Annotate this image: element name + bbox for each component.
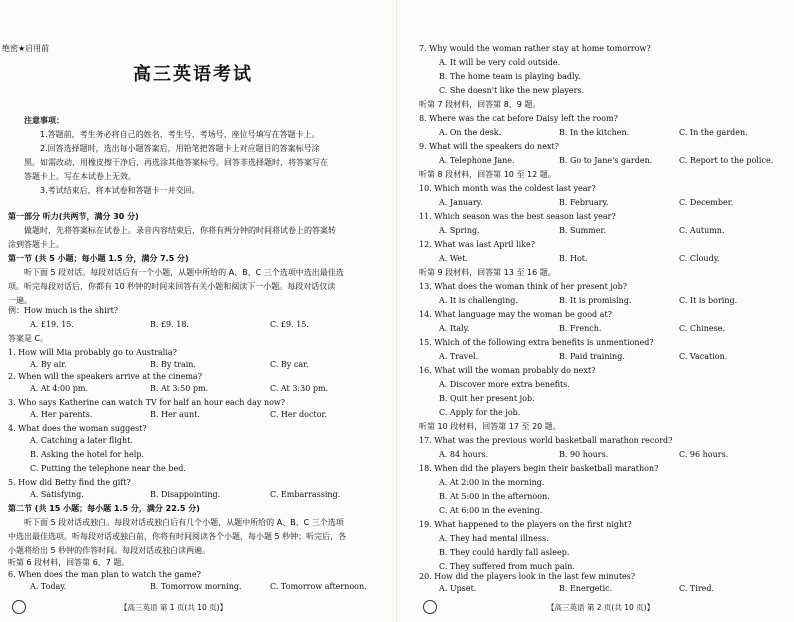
option-text: C. Vacation.: [679, 352, 728, 361]
section1-instruction: 一遍。: [8, 296, 32, 305]
question-text: 15. Which of the following extra benefits is unmentioned?: [419, 338, 654, 347]
option-text: C. Cloudy.: [679, 254, 720, 263]
option-text: B. Asking the hotel for help.: [30, 450, 144, 459]
question-text: 9. What will the speakers do next?: [419, 142, 559, 151]
question-text: 2. When will the speakers arrive at the cinema?: [8, 372, 202, 381]
material-label: 听第 7 段材料，回答第 8、9 题。: [419, 100, 541, 109]
part1-instruction: 涂到答题卡上。: [8, 240, 64, 249]
example-option: C. £9. 15.: [270, 320, 309, 329]
option-text: C. By car.: [270, 360, 309, 369]
option-text: B. February.: [559, 198, 609, 207]
option-text: C. Tomorrow afternoon.: [270, 582, 367, 591]
example-option: A. £19. 15.: [30, 320, 74, 329]
note-line: 3.考试结束后，将本试卷和答题卡一并交回。: [40, 186, 200, 195]
confidential-label: 绝密★启用前: [2, 44, 50, 53]
option-text: A. It is challenging.: [439, 296, 518, 305]
question-text: 4. What does the woman suggest?: [8, 424, 147, 433]
question-text: 16. What will the woman probably do next?: [419, 366, 596, 375]
option-text: A. January.: [439, 198, 483, 207]
option-text: C. At 6:00 in the evening.: [439, 506, 543, 515]
page-2: [397, 0, 794, 622]
option-text: A. Discover more extra benefits.: [439, 380, 570, 389]
example-question: 例：How much is the shirt?: [8, 306, 119, 315]
option-text: A. By air.: [30, 360, 67, 369]
option-text: A. At 4:00 pm.: [30, 384, 89, 393]
question-text: 1. How will Mia probably go to Australia?: [8, 348, 177, 357]
publisher-logo-icon: [12, 600, 26, 614]
option-text: A. Upset.: [439, 584, 477, 593]
option-text: A. Wet.: [439, 254, 468, 263]
section2-instruction: 听下面 5 段对话或独白。每段对话或独白后有几个小题，从题中所给的 A、B、C 三个选项: [24, 518, 344, 527]
question-text: 8. Where was the cat before Daisy left the room?: [419, 114, 618, 123]
page-footer: 【高三英语 第 1 页(共 10 页)】: [120, 603, 228, 612]
option-text: A. They had mental illness.: [439, 534, 549, 543]
question-text: 14. What language may the woman be good at?: [419, 310, 612, 319]
option-text: A. Spring.: [439, 226, 480, 235]
note-line: 答题卡上。写在本试卷上无效。: [24, 172, 136, 181]
option-text: B. The home team is playing badly.: [439, 72, 581, 81]
option-text: B. In the kitchen.: [559, 128, 630, 137]
option-text: B. Tomorrow morning.: [150, 582, 242, 591]
option-text: A. Travel.: [439, 352, 479, 361]
option-text: C. Report to the police.: [679, 156, 774, 165]
option-text: A. Telephone Jane.: [439, 156, 515, 165]
note-line: 2.回答选择题时，选出每小题答案后，用铅笔把答题卡上对应题目的答案标号涂: [40, 144, 320, 153]
option-text: A. It will be very cold outside.: [439, 58, 561, 67]
question-text: 13. What does the woman think of her present job?: [419, 282, 628, 291]
option-text: A. Her parents.: [30, 410, 93, 419]
option-text: B. Paid training.: [559, 352, 625, 361]
option-text: C. It is boring.: [679, 296, 738, 305]
section1-heading: 第一节 (共 5 小题；每小题 1.5 分，满分 7.5 分): [8, 254, 189, 263]
option-text: C. She doesn't like the new players.: [439, 86, 585, 95]
option-text: B. Quit her present job.: [439, 394, 535, 403]
section1-instruction: 听下面 5 段对话。每段对话后有一个小题，从题中所给的 A、B、C 三个选项中选出最佳选: [24, 268, 344, 277]
page-footer: 【高三英语 第 2 页(共 10 页)】: [547, 603, 655, 612]
option-text: A. Italy.: [439, 324, 470, 333]
option-text: B. It is promising.: [559, 296, 632, 305]
option-text: B. Her aunt.: [150, 410, 200, 419]
option-text: C. Chinese.: [679, 324, 726, 333]
option-text: C. At 3:30 pm.: [270, 384, 329, 393]
question-text: 3. Who says Katherine can watch TV for half an hour each day now?: [8, 398, 286, 407]
question-text: 5. How did Betty find the gift?: [8, 478, 131, 487]
option-text: C. They suffered from much pain.: [439, 562, 575, 571]
section1-instruction: 项。听完每段对话后，你都有 10 秒钟的时间来回答有关小题和阅读下一小题。每段对话仅读: [8, 282, 336, 291]
question-text: 19. What happened to the players on the first night?: [419, 520, 632, 529]
publisher-logo-icon: [423, 600, 437, 614]
question-text: 17. What was the previous world basketball marathon record?: [419, 436, 673, 445]
question-text: 6. When does the man plan to watch the game?: [8, 570, 201, 579]
question-text: 11. Which season was the best season last year?: [419, 212, 616, 221]
example-option: B. £9. 18.: [150, 320, 189, 329]
option-text: B. At 5:00 in the afternoon.: [439, 492, 550, 501]
notes-heading: 注意事项：: [24, 116, 64, 125]
option-text: B. Hot.: [559, 254, 588, 263]
option-text: C. Embarrassing.: [270, 490, 341, 499]
option-text: A. At 2:00 in the morning.: [439, 478, 545, 487]
option-text: C. December.: [679, 198, 734, 207]
example-answer: 答案是 C。: [8, 334, 49, 343]
option-text: B. Energetic.: [559, 584, 613, 593]
option-text: C. Putting the telephone near the bed.: [30, 464, 186, 473]
option-text: C. In the garden.: [679, 128, 748, 137]
material-label: 听第 8 段材料，回答第 10 至 12 题。: [419, 170, 556, 179]
option-text: B. Summer.: [559, 226, 606, 235]
section2-heading: 第二节 (共 15 小题；每小题 1.5 分，满分 22.5 分): [8, 504, 200, 513]
material-label: 听第 9 段材料，回答第 13 至 16 题。: [419, 268, 556, 277]
question-text: 7. Why would the woman rather stay at home tomorrow?: [419, 44, 651, 53]
option-text: C. Her doctor.: [270, 410, 327, 419]
option-text: B. 90 hours.: [559, 450, 609, 459]
option-text: A. 84 hours.: [439, 450, 489, 459]
option-text: A. Today.: [30, 582, 67, 591]
option-text: C. Apply for the job.: [439, 408, 521, 417]
note-line: 黑。如需改动，用橡皮擦干净后，再选涂其他答案标号。回答非选择题时，将答案写在: [24, 158, 328, 167]
page-title: 高三英语考试: [133, 64, 253, 85]
option-text: C. Tired.: [679, 584, 715, 593]
question-text: 12. What was last April like?: [419, 240, 535, 249]
option-text: C. 96 hours.: [679, 450, 729, 459]
question-text: 10. Which month was the coldest last year?: [419, 184, 596, 193]
section2-instruction: 中选出最佳选项。听每段对话或独白前，你将有时间阅读各个小题，每小题 5 秒钟；听完后，各: [8, 532, 347, 541]
option-text: B. By train.: [150, 360, 196, 369]
note-line: 1.答题前，考生务必将自己的姓名、考生号、考场号、座位号填写在答题卡上。: [40, 130, 320, 139]
option-text: B. French.: [559, 324, 602, 333]
option-text: B. Go to Jane's garden.: [559, 156, 653, 165]
section2-instruction: 小题将给出 5 秒钟的作答时间。每段对话或独白读两遍。: [8, 546, 211, 555]
material-label: 听第 10 段材料，回答第 17 至 20 题。: [419, 422, 561, 431]
part1-heading: 第一部分 听力(共两节，满分 30 分): [8, 212, 139, 221]
question-text: 20. How did the players look in the last few minutes?: [419, 572, 636, 581]
material-label: 听第 6 段材料，回答第 6、7 题。: [8, 558, 130, 567]
option-text: B. Disappointing.: [150, 490, 221, 499]
option-text: A. Satisfying.: [30, 490, 84, 499]
question-text: 18. When did the players begin their basketball marathon?: [419, 464, 659, 473]
option-text: B. At 3:50 pm.: [150, 384, 209, 393]
option-text: B. They could hardly fall asleep.: [439, 548, 570, 557]
part1-instruction: 做题时，先将答案标在试卷上。录音内容结束后，你将有两分钟的时间将试卷上的答案转: [24, 226, 336, 235]
option-text: A. On the desk.: [439, 128, 502, 137]
option-text: C. Autumn.: [679, 226, 725, 235]
option-text: A. Catching a later flight.: [30, 436, 133, 445]
